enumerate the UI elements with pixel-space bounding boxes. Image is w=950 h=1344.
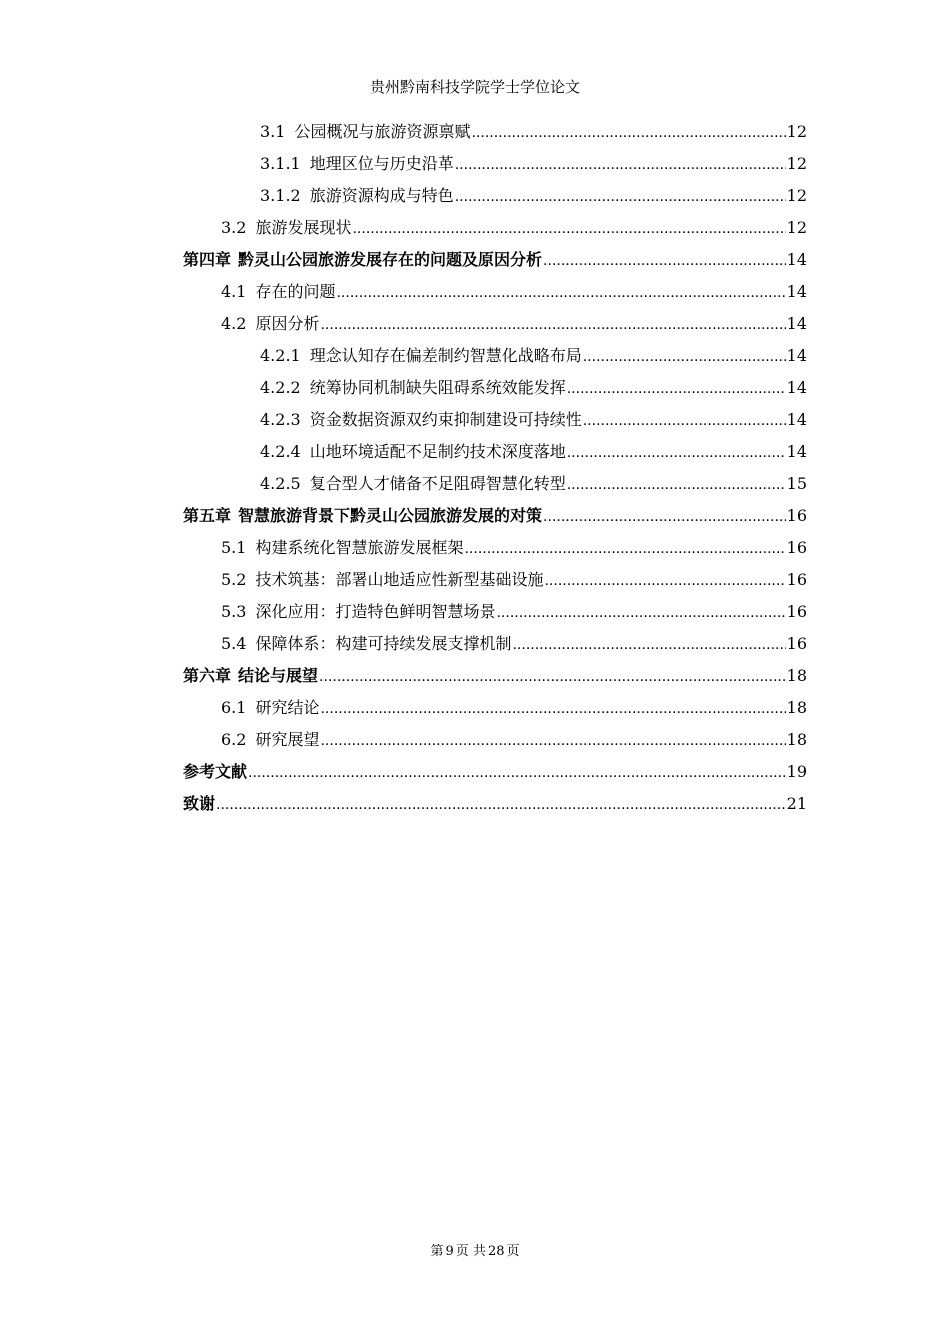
toc-entry-title bbox=[221, 276, 335, 308]
toc-entry-page: 18 bbox=[786, 698, 807, 717]
toc-entry-text: 旅游发展现状 bbox=[255, 218, 352, 237]
toc-entry-number: 6.1 bbox=[221, 698, 247, 717]
toc-entry-number: 4.2 bbox=[221, 314, 247, 333]
toc-entry-title bbox=[183, 500, 542, 532]
toc-entry-title bbox=[260, 436, 566, 468]
footer-current-page: 9 bbox=[445, 1244, 454, 1259]
toc-entry-text: 结论与展望 bbox=[238, 666, 319, 685]
toc-entry[interactable] bbox=[183, 564, 807, 596]
toc-entry-title bbox=[260, 340, 582, 372]
toc-entry-number: 4.2.1 bbox=[260, 346, 301, 365]
toc-dot-leader bbox=[320, 309, 785, 341]
toc-entry-page: 14 bbox=[786, 282, 807, 301]
toc-entry-page: 16 bbox=[786, 570, 807, 589]
toc-entry[interactable] bbox=[183, 468, 807, 500]
toc-dot-leader bbox=[567, 373, 786, 405]
toc-entry-number: 6.2 bbox=[221, 730, 247, 749]
toc-entry-text: 存在的问题 bbox=[255, 282, 336, 301]
toc-entry-title bbox=[183, 756, 247, 788]
toc-dot-leader bbox=[543, 501, 786, 533]
toc-entry[interactable] bbox=[183, 756, 807, 788]
toc-entry-page: 14 bbox=[786, 250, 807, 269]
toc-dot-leader bbox=[319, 661, 786, 693]
toc-entry-page: 12 bbox=[786, 122, 807, 141]
toc-entry[interactable] bbox=[183, 404, 807, 436]
toc-entry-title bbox=[260, 404, 582, 436]
toc-entry[interactable] bbox=[183, 372, 807, 404]
toc-entry-text: 统筹协同机制缺失阻碍系统效能发挥 bbox=[309, 378, 566, 397]
toc-entry-number: 4.2.4 bbox=[260, 442, 301, 461]
toc-entry-number: 3.1.2 bbox=[260, 186, 301, 205]
toc-entry[interactable] bbox=[183, 788, 807, 820]
toc-entry-page: 16 bbox=[786, 634, 807, 653]
toc-entry-page: 14 bbox=[786, 314, 807, 333]
toc-dot-leader bbox=[464, 533, 785, 565]
toc-entry-number: 4.2.5 bbox=[260, 474, 301, 493]
toc-dot-leader bbox=[583, 405, 786, 437]
toc-entry-page: 12 bbox=[786, 186, 807, 205]
toc-entry-page: 18 bbox=[786, 730, 807, 749]
toc-dot-leader bbox=[567, 469, 786, 501]
toc-dot-leader bbox=[455, 149, 786, 181]
toc-entry-page: 16 bbox=[786, 506, 807, 525]
toc-dot-leader bbox=[320, 725, 785, 757]
toc-entry[interactable] bbox=[183, 660, 807, 692]
toc-entry-text: 山地环境适配不足制约技术深度落地 bbox=[309, 442, 566, 461]
toc-entry-number: 第四章 bbox=[183, 250, 232, 269]
toc-entry-text: 深化应用：打造特色鲜明智慧场景 bbox=[255, 602, 496, 621]
toc-entry-text: 地理区位与历史沿革 bbox=[309, 154, 454, 173]
toc-entry-text: 原因分析 bbox=[255, 314, 320, 333]
toc-entry-text: 智慧旅游背景下黔灵山公园旅游发展的对策 bbox=[238, 506, 543, 525]
toc-entry-number: 第五章 bbox=[183, 506, 232, 525]
toc-dot-leader bbox=[512, 629, 785, 661]
footer-total-pages: 28 bbox=[487, 1244, 505, 1259]
toc-entry-title bbox=[221, 212, 351, 244]
toc-entry-title bbox=[260, 468, 566, 500]
toc-dot-leader bbox=[544, 565, 785, 597]
toc-entry-page: 15 bbox=[786, 474, 807, 493]
toc-entry-text: 公园概况与旅游资源禀赋 bbox=[294, 122, 471, 141]
toc-entry-title bbox=[221, 724, 319, 756]
toc-entry-text: 黔灵山公园旅游发展存在的问题及原因分析 bbox=[238, 250, 543, 269]
toc-entry[interactable] bbox=[183, 500, 807, 532]
toc-entry-title bbox=[221, 532, 463, 564]
page-footer bbox=[0, 1243, 950, 1261]
toc-entry-text: 研究展望 bbox=[255, 730, 320, 749]
footer-prefix: 第 bbox=[430, 1244, 444, 1259]
toc-entry[interactable] bbox=[183, 308, 807, 340]
toc-entry-number: 4.1 bbox=[221, 282, 247, 301]
toc-dot-leader bbox=[583, 341, 786, 373]
toc-entry[interactable] bbox=[183, 212, 807, 244]
toc-dot-leader bbox=[336, 277, 785, 309]
toc-entry-text: 研究结论 bbox=[255, 698, 320, 717]
toc-entry-number: 4.2.2 bbox=[260, 378, 301, 397]
footer-mid: 页 共 bbox=[455, 1244, 486, 1259]
toc-entry-text: 构建系统化智慧旅游发展框架 bbox=[255, 538, 464, 557]
toc-dot-leader bbox=[471, 117, 785, 149]
toc-entry-number: 3.1.1 bbox=[260, 154, 301, 173]
toc-entry-number: 5.4 bbox=[221, 634, 247, 653]
footer-suffix: 页 bbox=[506, 1244, 520, 1259]
toc-entry-text: 参考文献 bbox=[183, 762, 248, 781]
toc-entry[interactable] bbox=[183, 180, 807, 212]
toc-entry-text: 保障体系：构建可持续发展支撑机制 bbox=[255, 634, 512, 653]
table-of-contents bbox=[183, 116, 807, 820]
toc-entry-number: 4.2.3 bbox=[260, 410, 301, 429]
toc-entry-title bbox=[221, 628, 511, 660]
toc-entry-text: 技术筑基：部署山地适应性新型基础设施 bbox=[255, 570, 544, 589]
toc-entry-page: 14 bbox=[786, 442, 807, 461]
toc-entry-text: 致谢 bbox=[183, 794, 216, 813]
toc-entry-title bbox=[221, 564, 543, 596]
toc-entry-title bbox=[183, 244, 542, 276]
toc-entry-page: 21 bbox=[786, 794, 807, 813]
toc-entry-number: 5.3 bbox=[221, 602, 247, 621]
toc-entry[interactable] bbox=[183, 116, 807, 148]
toc-entry-page: 14 bbox=[786, 346, 807, 365]
toc-entry[interactable] bbox=[183, 436, 807, 468]
toc-entry-page: 12 bbox=[786, 218, 807, 237]
toc-entry-title bbox=[260, 116, 470, 148]
toc-entry-page: 16 bbox=[786, 538, 807, 557]
toc-dot-leader bbox=[496, 597, 785, 629]
page-header bbox=[0, 77, 950, 97]
toc-entry-title bbox=[183, 660, 318, 692]
toc-dot-leader bbox=[248, 757, 786, 789]
toc-entry-number: 5.2 bbox=[221, 570, 247, 589]
toc-entry-text: 资金数据资源双约束抑制建设可持续性 bbox=[309, 410, 582, 429]
toc-entry-number: 3.1 bbox=[260, 122, 286, 141]
toc-entry-title bbox=[260, 148, 454, 180]
toc-entry-title bbox=[221, 692, 319, 724]
thesis-title: 贵州黔南科技学院学士学位论文 bbox=[369, 78, 580, 96]
toc-dot-leader bbox=[455, 181, 786, 213]
toc-entry-text: 理念认知存在偏差制约智慧化战略布局 bbox=[309, 346, 582, 365]
toc-entry[interactable] bbox=[183, 276, 807, 308]
toc-entry[interactable] bbox=[183, 532, 807, 564]
toc-entry-page: 14 bbox=[786, 410, 807, 429]
toc-dot-leader bbox=[216, 789, 786, 821]
toc-entry-page: 18 bbox=[786, 666, 807, 685]
toc-entry[interactable] bbox=[183, 244, 807, 276]
toc-dot-leader bbox=[543, 245, 786, 277]
toc-entry[interactable] bbox=[183, 148, 807, 180]
toc-dot-leader bbox=[352, 213, 785, 245]
toc-entry-page: 16 bbox=[786, 602, 807, 621]
toc-entry[interactable] bbox=[183, 692, 807, 724]
toc-entry[interactable] bbox=[183, 340, 807, 372]
toc-entry-title bbox=[260, 372, 566, 404]
toc-entry-text: 旅游资源构成与特色 bbox=[309, 186, 454, 205]
toc-entry-number: 第六章 bbox=[183, 666, 232, 685]
toc-dot-leader bbox=[320, 693, 785, 725]
toc-dot-leader bbox=[567, 437, 786, 469]
toc-entry-title bbox=[260, 180, 454, 212]
toc-entry-page: 12 bbox=[786, 154, 807, 173]
toc-entry-page: 19 bbox=[786, 762, 807, 781]
toc-entry-title bbox=[221, 308, 319, 340]
toc-entry[interactable] bbox=[183, 628, 807, 660]
toc-entry-title bbox=[221, 596, 495, 628]
toc-entry-number: 3.2 bbox=[221, 218, 247, 237]
toc-entry-number: 5.1 bbox=[221, 538, 247, 557]
toc-entry-text: 复合型人才储备不足阻碍智慧化转型 bbox=[309, 474, 566, 493]
toc-entry-page: 14 bbox=[786, 378, 807, 397]
toc-entry-title bbox=[183, 788, 215, 820]
toc-entry[interactable] bbox=[183, 596, 807, 628]
toc-entry[interactable] bbox=[183, 724, 807, 756]
